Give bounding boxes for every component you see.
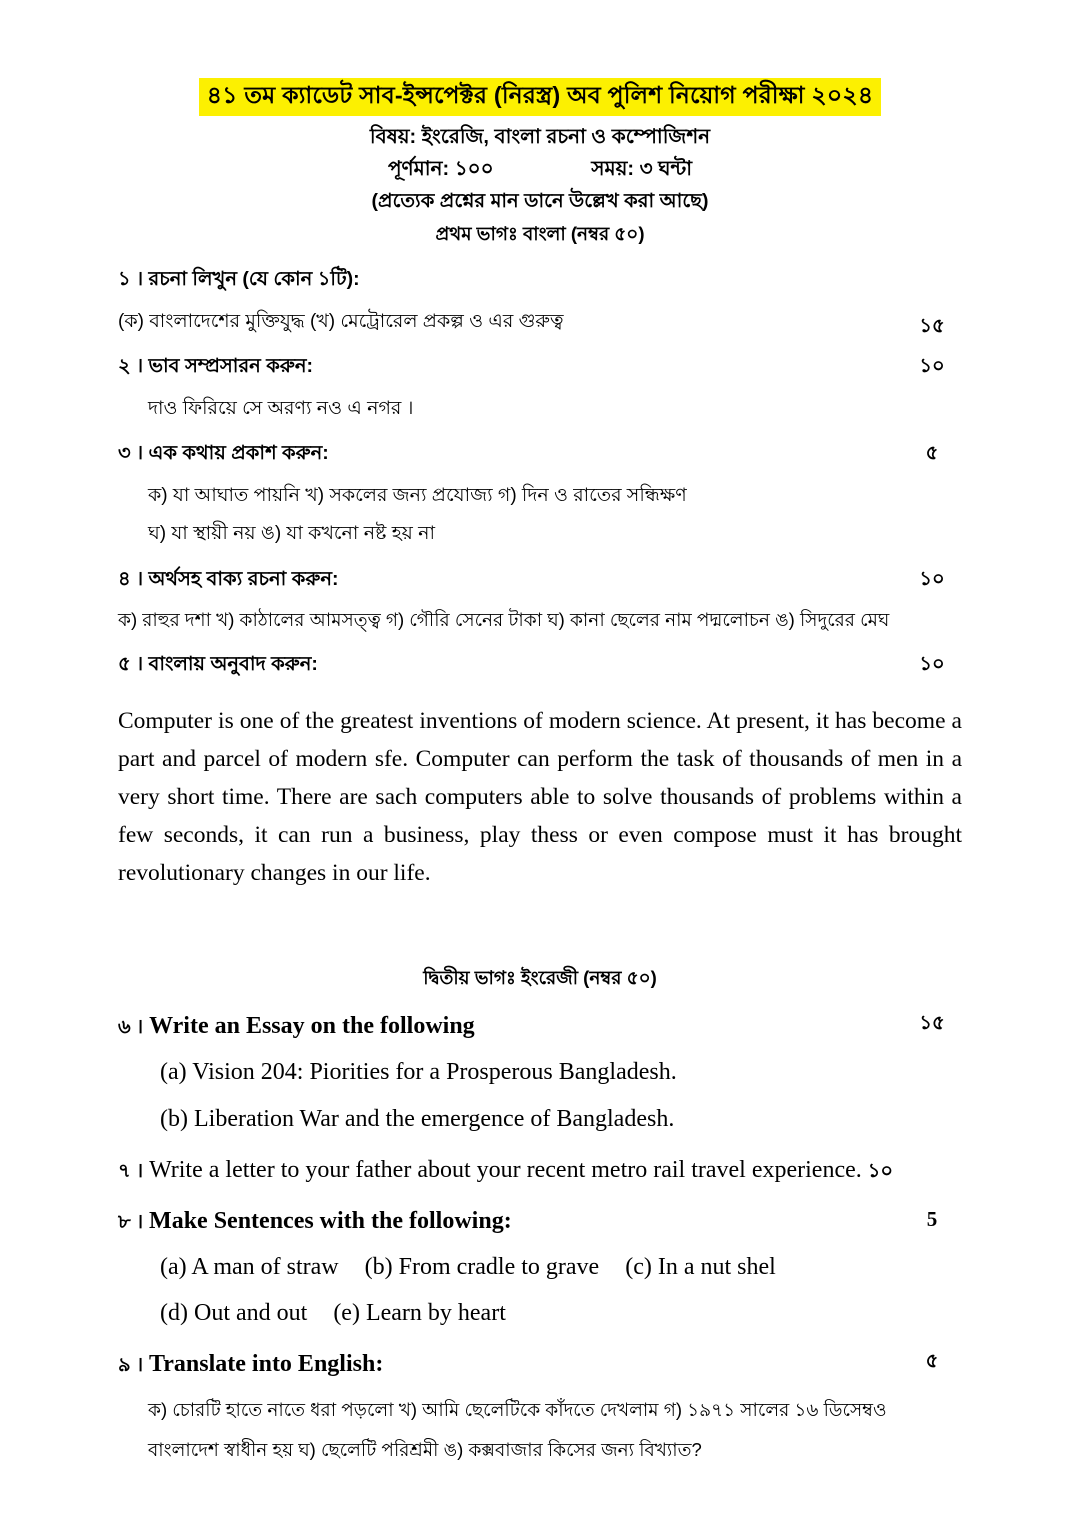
question-8	[118, 1206, 962, 1330]
part-one-heading: প্রথম ভাগঃ বাংলা (নম্বর ৫০)	[435, 223, 645, 245]
question-2-line: দাও ফিরিয়ে সে অরণ্য নও এ নগর ।	[148, 397, 414, 419]
question-5-heading	[118, 652, 962, 677]
question-3-options-line-a: ক) যা আঘাত পায়নি খ) সকলের জন্য প্রযোজ্য গ) দিন ও রাতের সন্ধিক্ষণ	[148, 484, 687, 506]
question-6-marks: ১৫	[919, 1012, 945, 1035]
question-4-marks: ১০	[919, 568, 945, 590]
question-1-heading	[118, 267, 962, 292]
question-3-prompt: এক কথায় প্রকাশ করুন:	[148, 442, 329, 465]
question-9	[118, 1349, 962, 1461]
exam-title-wrapper	[0, 78, 1080, 116]
question-4-heading	[118, 567, 962, 592]
question-5	[118, 652, 962, 677]
question-8-item-b: (b) From cradle to grave	[364, 1254, 600, 1281]
question-2-prompt: ভাব সম্প্রসারন করুন:	[148, 355, 313, 378]
question-6	[118, 1011, 962, 1135]
question-4	[118, 567, 962, 632]
question-1-prompt: রচনা লিখুন (যে কোন ১টি):	[148, 268, 360, 291]
question-9-heading	[118, 1349, 962, 1380]
question-1	[118, 267, 962, 338]
question-2	[118, 354, 962, 421]
question-8-prompt: Make Sentences with the following:	[149, 1207, 512, 1234]
translation-passage-block	[0, 702, 1080, 892]
question-4-options-line: ক) রাহুর দশা খ) কাঠালের আমসত্ত্ব গ) গৌরি সেনের টাকা ঘ) কানা ছেলের নাম পদ্মলোচন ঙ) সিদুরের মেঘ	[118, 609, 890, 631]
question-5-number: ৫ ।	[118, 653, 144, 676]
question-3-number: ৩ ।	[118, 442, 144, 465]
bangla-section	[0, 267, 1080, 678]
question-2-number: ২ ।	[118, 355, 144, 378]
exam-header	[0, 0, 1080, 245]
question-5-prompt: বাংলায় অনুবাদ করুন:	[148, 653, 318, 676]
question-5-marks: ১০	[919, 653, 945, 676]
question-6-prompt: Write an Essay on the following	[149, 1013, 475, 1040]
subject-line: বিষয়: ইংরেজি, বাংলা রচনা ও কম্পোজিশন	[369, 125, 711, 148]
question-1-marks: ১৫	[919, 315, 945, 338]
question-3	[118, 441, 962, 547]
question-8-marks: 5	[926, 1206, 938, 1231]
marks-and-time-row	[0, 157, 1080, 182]
question-8-item-d: (d) Out and out	[160, 1300, 308, 1327]
question-3-marks: ৫	[925, 442, 939, 465]
marks-note-line: (প্রত্যেক প্রশ্নের মান ডানে উল্লেখ করা আছে)	[371, 189, 709, 212]
question-2-heading	[118, 354, 962, 379]
question-6-option-a: (a) Vision 204: Piorities for a Prosperous Bangladesh.	[160, 1059, 677, 1086]
question-4-prompt: অর্থসহ বাক্য রচনা করুন:	[148, 568, 339, 590]
translation-passage: Computer is one of the greatest inventions of modern science. At present, it has become a part and parcel of modern sfe. Computer can perform the task of thousands of men in a very short time. There are sach computers able to solve thousands of problems within a few seconds, it can run a business, play thess or even compose must it has brought revolutionary changes in our life.	[118, 707, 962, 886]
question-2-marks: ১০	[919, 355, 945, 378]
question-8-line-b	[118, 1298, 962, 1329]
question-7-marks: ১০	[867, 1159, 894, 1182]
question-1-number: ১ ।	[118, 268, 144, 291]
question-1-options: (ক) বাংলাদেশের মুক্তিযুদ্ধ (খ) মেট্রোরেল প্রকল্প ও এর গুরুত্ব	[118, 310, 564, 332]
time-allowed-label: সময়: ৩ ঘন্টা	[591, 157, 693, 180]
question-4-number: ৪ ।	[118, 568, 144, 590]
question-7	[118, 1155, 962, 1186]
question-7-number: ৭ ।	[118, 1159, 144, 1182]
question-7-prompt: Write a letter to your father about your recent metro rail travel experience.	[149, 1156, 862, 1183]
part-two-heading: দ্বিতীয় ভাগঃ ইংরেজী (নম্বর ৫০)	[423, 967, 657, 989]
question-9-number: ৯ ।	[118, 1354, 144, 1377]
question-6-number: ৬ ।	[118, 1016, 144, 1039]
exam-title: ৪১ তম ক্যাডেট সাব-ইন্সপেক্টর (নিরস্ত্র) অব পুলিশ নিয়োগ পরীক্ষা ২০২৪	[199, 78, 882, 116]
question-8-item-e: (e) Learn by heart	[333, 1300, 506, 1327]
question-8-item-a: (a) A man of straw	[160, 1254, 339, 1281]
question-6-option-b: (b) Liberation War and the emergence of Bangladesh.	[160, 1105, 675, 1132]
question-3-options-line-b: ঘ) যা স্থায়ী নয় ঙ) যা কখনো নষ্ট হয় না	[148, 523, 436, 545]
question-8-heading	[118, 1206, 962, 1237]
question-7-heading	[118, 1155, 962, 1186]
question-8-number: ৮ ।	[118, 1210, 144, 1233]
full-marks-label: পূর্ণমান: ১০০	[387, 157, 494, 180]
question-9-marks: ৫	[925, 1350, 939, 1373]
question-9-line-b: বাংলাদেশ স্বাধীন হয় ঘ) ছেলেটি পরিশ্রমী ঙ) কক্সবাজার কিসের জন্য বিখ্যাত?	[148, 1438, 702, 1460]
english-section	[0, 1011, 1080, 1462]
question-9-line-a: ক) চোরটি হাতে নাতে ধরা পড়লো খ) আমি ছেলেটিকে কাঁদতে দেখলাম গ) ১৯৭১ সালের ১৬ ডিসেম্বও	[148, 1398, 887, 1420]
question-6-heading	[118, 1011, 962, 1042]
question-8-item-c: (c) In a nut shel	[625, 1254, 776, 1281]
question-9-prompt: Translate into English:	[149, 1351, 384, 1378]
question-8-line-a	[118, 1252, 962, 1283]
question-3-heading	[118, 441, 962, 466]
